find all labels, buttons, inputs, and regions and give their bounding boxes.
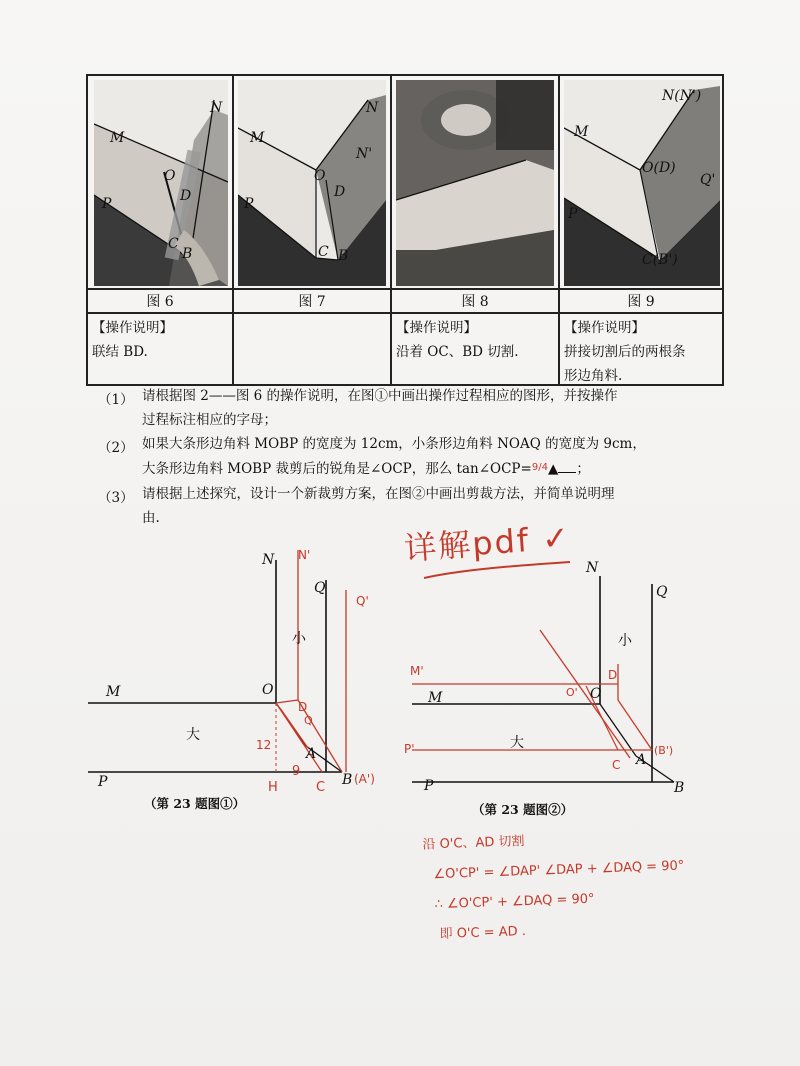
figure-caption: （第 23 题图②） xyxy=(472,802,574,817)
photo-figure-7 xyxy=(238,80,386,286)
note-title: 【操作说明】 xyxy=(396,320,477,336)
red-label: N' xyxy=(298,548,311,562)
red-label: Q' xyxy=(356,594,369,608)
point-label: A xyxy=(636,752,647,768)
photo-label: D xyxy=(180,188,192,204)
figure-caption: 图 7 xyxy=(298,294,326,310)
question-text: 过程标注相应的字母； xyxy=(142,412,277,428)
photo-label: P xyxy=(102,196,112,212)
question-text: ； xyxy=(576,461,590,477)
figure-caption: 图 9 xyxy=(627,294,655,310)
note-text: 沿着 OC、BD 切割. xyxy=(396,344,519,360)
figure-table xyxy=(86,74,724,386)
region-label-small: 小 xyxy=(618,633,632,649)
question-text xyxy=(142,456,646,481)
table-divider xyxy=(232,76,234,384)
red-label: O' xyxy=(566,686,578,699)
question-text: 如果大条形边角料 MOBP 的宽度为 12cm，小条形边角料 NOAQ 的宽度为 9cm， xyxy=(142,436,646,452)
question-2 xyxy=(142,432,646,481)
handwritten-banner: 详解pdf ✓ xyxy=(403,518,573,568)
operation-note-6 xyxy=(92,316,230,364)
point-label: M xyxy=(106,684,121,700)
photo-label: O xyxy=(164,168,176,184)
photo-label: N' xyxy=(356,146,373,162)
question-number: （2） xyxy=(98,440,134,456)
red-label: D xyxy=(608,668,618,682)
red-label: 12 xyxy=(256,738,272,752)
figure-caption: 图 8 xyxy=(461,294,489,310)
red-label: Q xyxy=(304,714,313,727)
note-text: 形边角料. xyxy=(564,368,623,384)
point-label: Q xyxy=(314,580,326,596)
question-text: 由. xyxy=(142,510,160,526)
table-divider xyxy=(558,76,560,384)
point-label: N xyxy=(586,560,599,576)
figure-1-diagram xyxy=(80,540,400,810)
photo-label: Q' xyxy=(700,172,716,188)
red-label: P' xyxy=(404,742,415,756)
photo-label: O(D) xyxy=(642,160,676,176)
photo-label: M xyxy=(574,124,589,140)
red-label: (A') xyxy=(354,772,375,786)
photo-figure-6 xyxy=(94,80,228,286)
point-label: O xyxy=(262,682,274,698)
question-number: （1） xyxy=(98,392,134,408)
note-text: 联结 BD. xyxy=(92,344,148,360)
answer-blank: ▲ xyxy=(547,461,559,477)
handwritten-answer: 9/4 xyxy=(531,462,548,473)
photo-label: P xyxy=(568,206,578,222)
point-label: Q xyxy=(656,584,668,600)
point-label: B xyxy=(674,780,685,796)
proof-line: ∴ ∠O'CP' + ∠DAQ = 90° xyxy=(434,891,595,913)
question-number: （3） xyxy=(98,490,134,506)
point-label: P xyxy=(424,778,434,794)
photo-label: N xyxy=(366,100,379,116)
photo-label: O xyxy=(314,168,326,184)
red-label: (B') xyxy=(654,744,674,757)
handwritten-proof xyxy=(422,821,687,950)
region-label-big: 大 xyxy=(186,727,200,743)
question-text: 请根据图 2——图 6 的操作说明，在图①中画出操作过程相应的图形，并按操作 xyxy=(142,388,618,404)
point-label: N xyxy=(262,552,275,568)
proof-line: ∠O'CP' = ∠DAP' ∠DAP + ∠DAQ = 90° xyxy=(433,858,685,883)
photo-label: D xyxy=(334,184,346,200)
red-label: M' xyxy=(410,664,424,678)
figure-caption: （第 23 题图①） xyxy=(144,796,246,811)
region-label-small: 小 xyxy=(292,631,306,647)
question-text: 大条形边角料 MOBP 裁剪后的锐角是∠OCP，那么 tan∠OCP= xyxy=(142,461,532,477)
point-label: P xyxy=(98,774,108,790)
point-label: O xyxy=(590,686,602,702)
photo-label: M xyxy=(110,130,125,146)
photo-label: C(B') xyxy=(642,252,678,268)
photo-label: B xyxy=(338,248,349,264)
question-1 xyxy=(142,384,618,432)
point-label: B xyxy=(342,772,353,788)
point-label: M xyxy=(428,690,443,706)
region-label-big: 大 xyxy=(510,735,524,751)
photo-figure-8 xyxy=(396,80,554,286)
figure-caption: 图 6 xyxy=(146,294,174,310)
red-label: 9 xyxy=(292,764,301,779)
operation-note-8 xyxy=(396,316,556,364)
point-label: A xyxy=(306,746,317,762)
photo-label: C xyxy=(318,244,329,260)
red-label: C xyxy=(612,758,621,772)
photo-label: B xyxy=(182,246,193,262)
photo-label: C xyxy=(168,236,179,252)
proof-line: 即 O'C = AD . xyxy=(439,924,527,943)
photo-label: N(N') xyxy=(662,88,702,104)
red-label: D xyxy=(298,700,308,714)
note-text: 拼接切割后的两根条 xyxy=(564,344,686,360)
operation-note-9 xyxy=(564,316,720,388)
photo-label: M xyxy=(250,130,265,146)
note-title: 【操作说明】 xyxy=(564,320,645,336)
proof-line: 沿 O'C、AD 切割 xyxy=(422,834,525,853)
note-title: 【操作说明】 xyxy=(92,320,173,336)
photo-label: P xyxy=(244,196,254,212)
red-label: C xyxy=(316,780,326,795)
photo-label: N xyxy=(210,100,223,116)
question-text: 请根据上述探究，设计一个新裁剪方案，在图②中画出剪裁方法，并简单说明理 xyxy=(142,486,615,502)
red-label: H xyxy=(268,780,278,795)
table-divider xyxy=(390,76,392,384)
